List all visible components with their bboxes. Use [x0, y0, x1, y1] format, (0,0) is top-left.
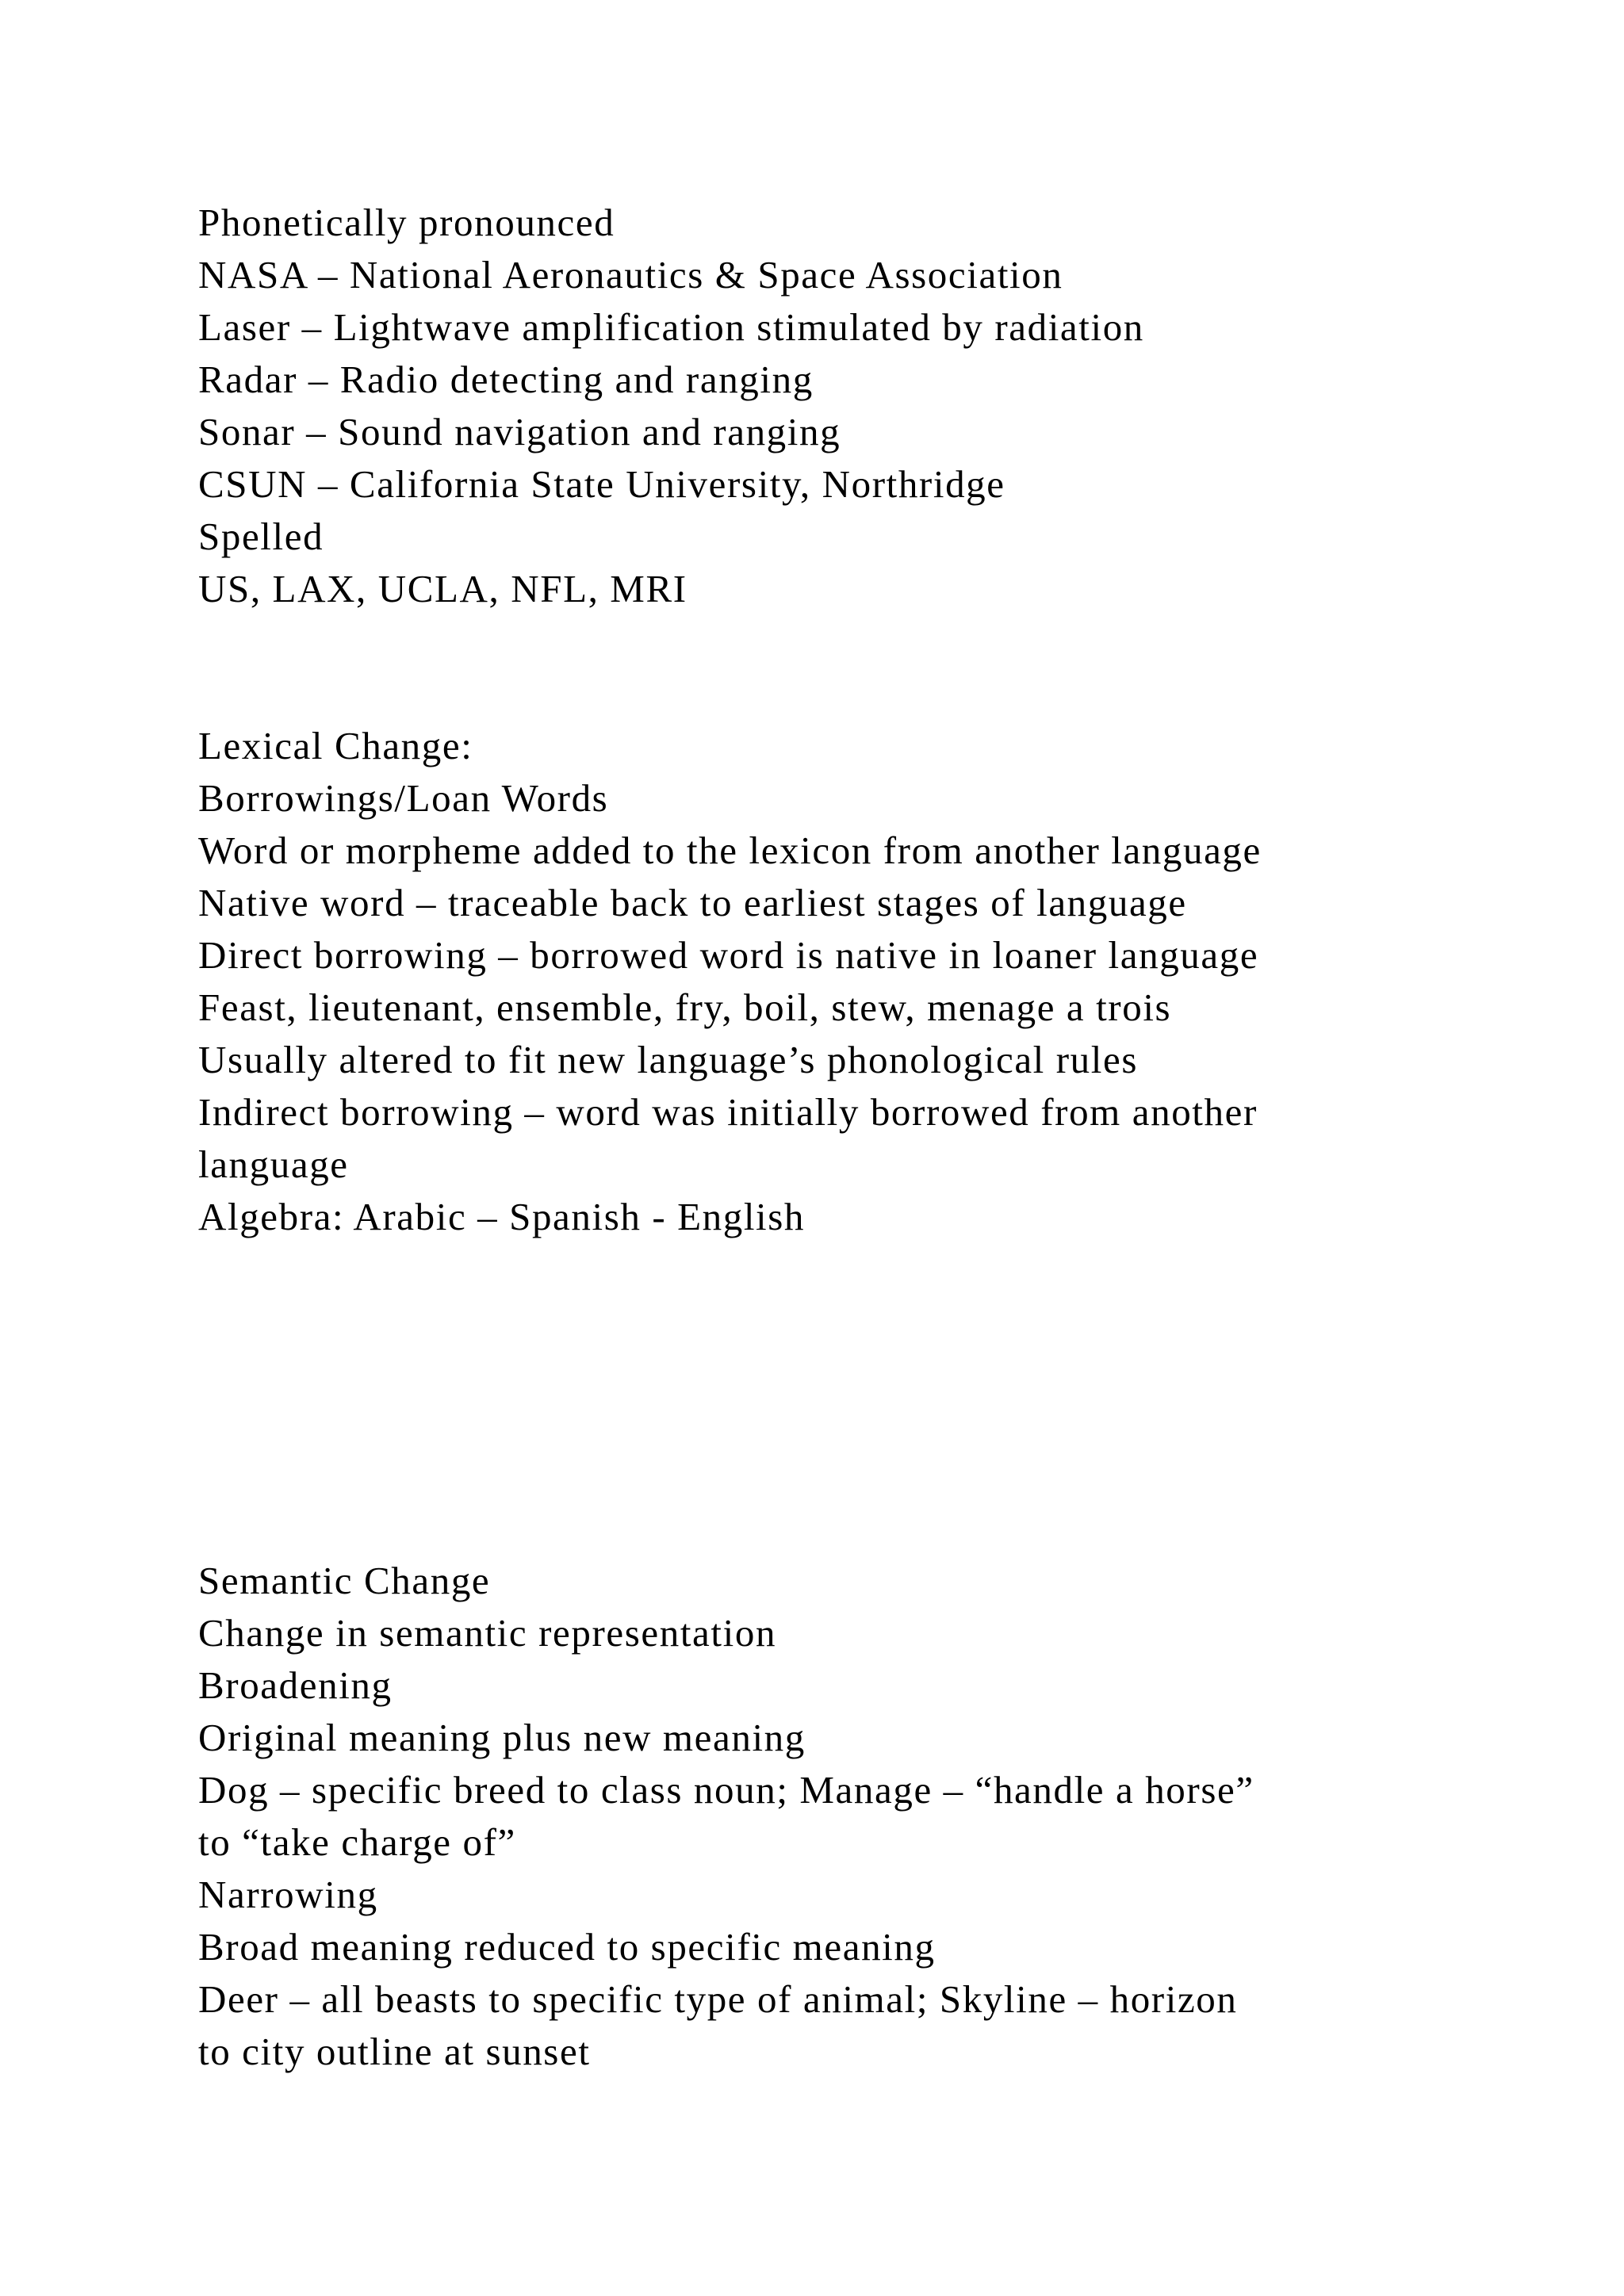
- text-line: Laser – Lightwave amplification stimulated by radiation: [198, 305, 1144, 349]
- semantic-change-section: [198, 1555, 1499, 2078]
- text-line: Native word – traceable back to earliest stages of language: [198, 881, 1187, 924]
- text-line: Sonar – Sound navigation and ranging: [198, 410, 841, 453]
- text-line: Broad meaning reduced to specific meaning: [198, 1925, 936, 1969]
- subheading-spelled: Spelled: [198, 515, 324, 558]
- text-line: Feast, lieutenant, ensemble, fry, boil, stew, menage a trois: [198, 985, 1172, 1029]
- text-line: Change in semantic representation: [198, 1611, 777, 1655]
- text-line: Usually altered to fit new language’s phonological rules: [198, 1038, 1138, 1081]
- subheading-borrowings: Borrowings/Loan Words: [198, 776, 609, 820]
- text-line: Direct borrowing – borrowed word is native in loaner language: [198, 933, 1259, 977]
- text-line: Word or morpheme added to the lexicon from another language: [198, 828, 1262, 872]
- acronyms-section: [198, 197, 1499, 615]
- text-line: Original meaning plus new meaning: [198, 1716, 806, 1759]
- lexical-change-section: [198, 720, 1499, 1243]
- text-line: to city outline at sunset: [198, 2030, 591, 2073]
- section-heading-lexical-change: Lexical Change:: [198, 724, 473, 767]
- text-line: Algebra: Arabic – Spanish - English: [198, 1195, 806, 1238]
- subheading-broadening: Broadening: [198, 1663, 393, 1707]
- text-line: Dog – specific breed to class noun; Manage – “handle a horse”: [198, 1768, 1254, 1812]
- text-line: language: [198, 1142, 349, 1186]
- subheading-narrowing: Narrowing: [198, 1873, 378, 1916]
- text-line: US, LAX, UCLA, NFL, MRI: [198, 567, 688, 610]
- text-line: Indirect borrowing – word was initially borrowed from another: [198, 1090, 1258, 1134]
- text-line: to “take charge of”: [198, 1820, 516, 1864]
- text-line: CSUN – California State University, Northridge: [198, 462, 1005, 506]
- text-line: Deer – all beasts to specific type of animal; Skyline – horizon: [198, 1977, 1238, 2021]
- section-heading-semantic-change: Semantic Change: [198, 1559, 491, 1602]
- subheading-phonetically-pronounced: Phonetically pronounced: [198, 201, 615, 244]
- text-line: NASA – National Aeronautics & Space Association: [198, 253, 1063, 297]
- text-line: Radar – Radio detecting and ranging: [198, 358, 814, 401]
